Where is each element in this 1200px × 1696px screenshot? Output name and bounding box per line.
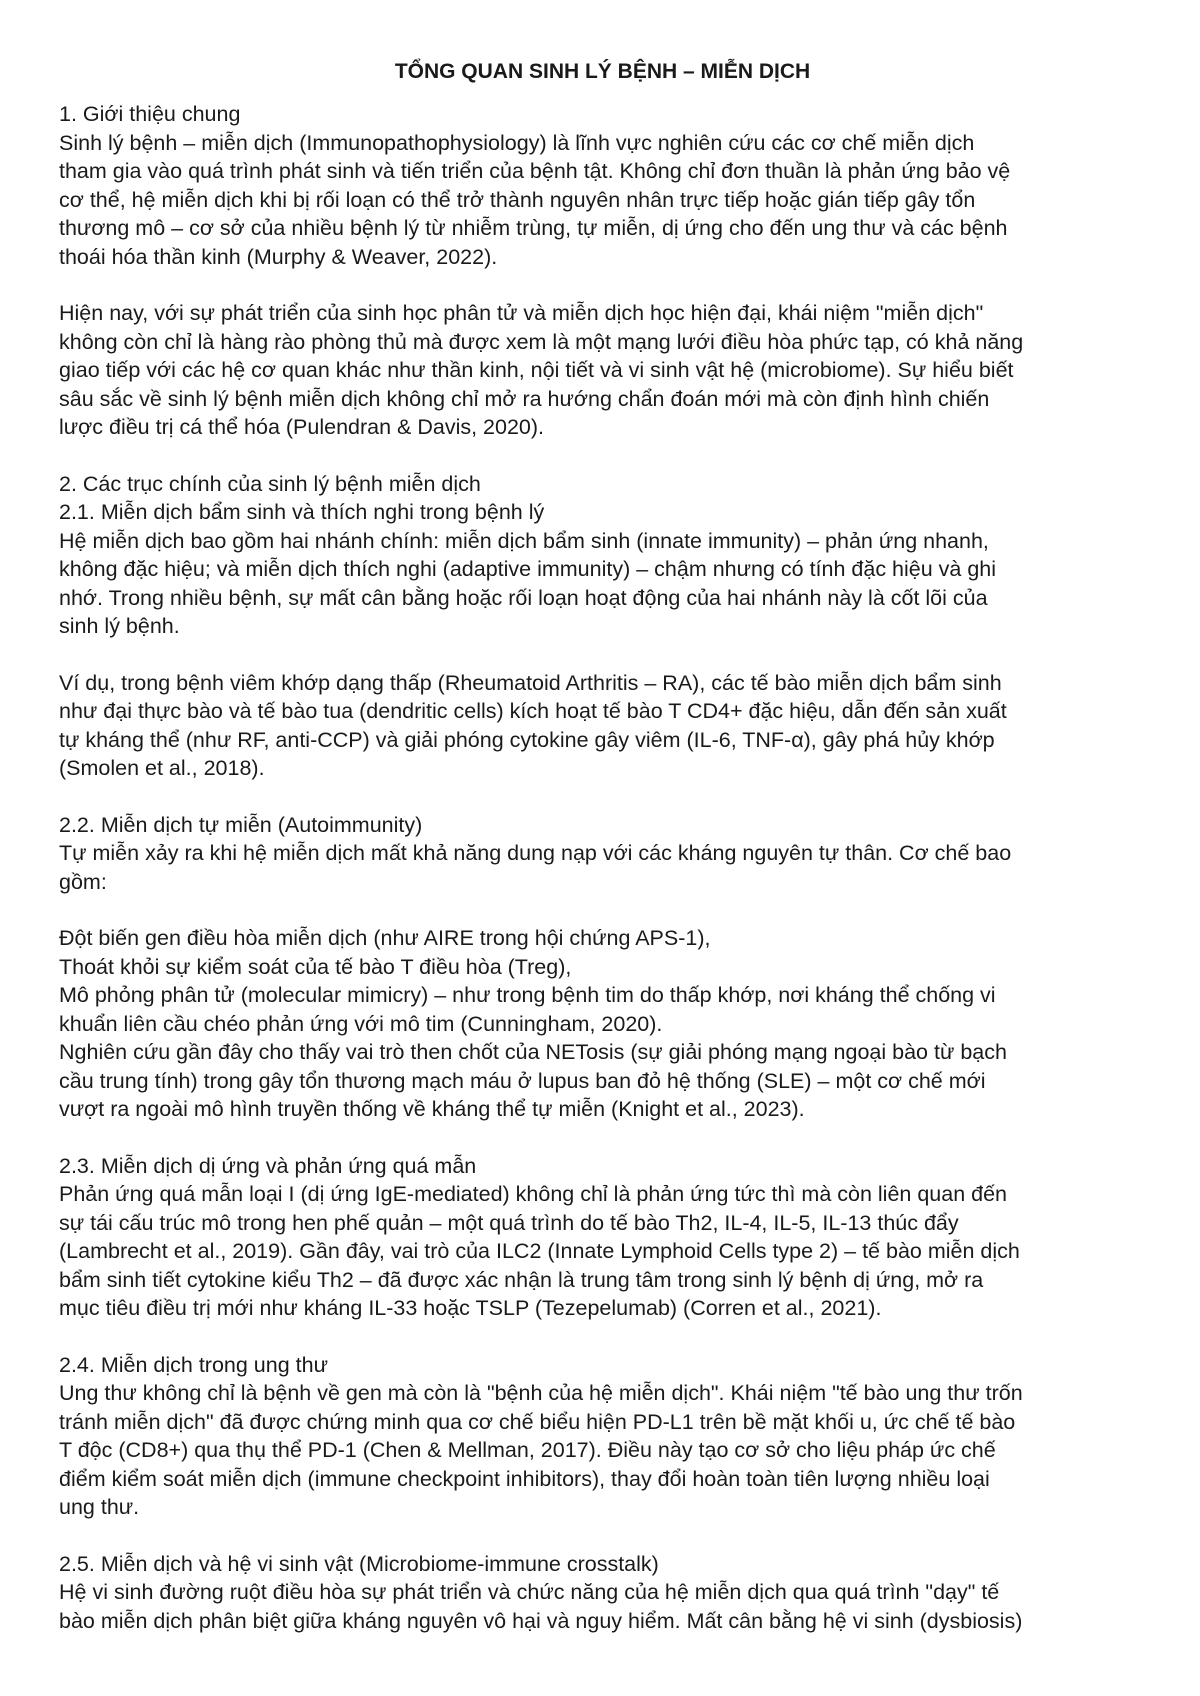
text-line: mục tiêu điều trị mới như kháng IL-33 hoặc TSLP (Tezepelumab) (Corren et al., 2021). bbox=[59, 1296, 882, 1320]
text-line: ung thư. bbox=[59, 1495, 140, 1519]
paragraph-block bbox=[59, 669, 1152, 783]
paragraph-block bbox=[59, 1550, 1152, 1636]
text-line: nhớ. Trong nhiều bệnh, sự mất cân bằng hoặc rối loạn hoạt động của hai nhánh này là cốt lõi của bbox=[59, 585, 988, 610]
text-line: sinh lý bệnh. bbox=[59, 614, 180, 638]
text-line: sự tái cấu trúc mô trong hen phế quản – một quá trình do tế bào Th2, IL-4, IL-5, IL-13 thúc đẩy bbox=[59, 1210, 959, 1235]
text-line: Ví dụ, trong bệnh viêm khớp dạng thấp (Rheumatoid Arthritis – RA), các tế bào miễn dịch bẩm sinh bbox=[59, 670, 1002, 695]
text-line: T độc (CD8+) qua thụ thể PD-1 (Chen & Mellman, 2017). Điều này tạo cơ sở cho liệu pháp ức chế bbox=[59, 1438, 996, 1462]
paragraph-block bbox=[59, 1152, 1152, 1323]
text-line: điểm kiểm soát miễn dịch (immune checkpoint inhibitors), thay đổi hoàn toàn tiên lượng nhiều loại bbox=[59, 1466, 990, 1491]
paragraph-block bbox=[59, 100, 1152, 271]
text-line: Hệ vi sinh đường ruột điều hòa sự phát triển và chức năng của hệ miễn dịch qua quá trình "dạy" tế bbox=[59, 1580, 1000, 1604]
text-line: Hiện nay, với sự phát triển của sinh học phân tử và miễn dịch học hiện đại, khái niệm "miễn dịch" bbox=[59, 301, 984, 325]
text-line: (Smolen et al., 2018). bbox=[59, 756, 265, 780]
text-line: 2.3. Miễn dịch dị ứng và phản ứng quá mẫn bbox=[59, 1153, 477, 1178]
text-line: Đột biến gen điều hòa miễn dịch (như AIRE trong hội chứng APS-1), bbox=[59, 926, 711, 950]
text-line: bào miễn dịch phân biệt giữa kháng nguyên vô hại và nguy hiểm. Mất cân bằng hệ vi sinh (dysbiosis) bbox=[59, 1608, 1023, 1633]
text-line: gồm: bbox=[59, 869, 107, 894]
text-line: bẩm sinh tiết cytokine kiểu Th2 – đã được xác nhận là trung tâm trong sinh lý bệnh dị ứng, mở ra bbox=[59, 1267, 984, 1292]
text-line: 2.4. Miễn dịch trong ung thư bbox=[59, 1352, 328, 1377]
paragraph-block bbox=[59, 1351, 1152, 1522]
text-line: 2.2. Miễn dịch tự miễn (Autoimmunity) bbox=[59, 812, 423, 837]
text-line: Nghiên cứu gần đây cho thấy vai trò then chốt của NETosis (sự giải phóng mạng ngoại bào từ bạch bbox=[59, 1040, 1007, 1064]
text-line: tham gia vào quá trình phát sinh và tiến triển của bệnh tật. Không chỉ đơn thuần là phản ứng bảo vệ bbox=[59, 159, 1011, 183]
text-line: 2. Các trục chính của sinh lý bệnh miễn dịch bbox=[59, 471, 481, 496]
text-line: Phản ứng quá mẫn loại I (dị ứng IgE-mediated) không chỉ là phản ứng tức thì mà còn liên quan đến bbox=[59, 1182, 1008, 1206]
text-line: thoái hóa thần kinh (Murphy & Weaver, 2022). bbox=[59, 244, 498, 269]
text-line: vượt ra ngoài mô hình truyền thống về kháng thể tự miễn (Knight et al., 2023). bbox=[59, 1097, 805, 1121]
text-line: Tự miễn xảy ra khi hệ miễn dịch mất khả năng dung nạp với các kháng nguyên tự thân. Cơ chế bao bbox=[59, 841, 1012, 865]
text-line: giao tiếp với các hệ cơ quan khác như thần kinh, nội tiết và vi sinh vật hệ (microbiome). Sự hiểu biết bbox=[59, 358, 1014, 382]
text-line: Mô phỏng phân tử (molecular mimicry) – như trong bệnh tim do thấp khớp, nơi kháng thể chống vi bbox=[59, 983, 996, 1007]
document-title: TỔNG QUAN SINH LÝ BỆNH – MIỄN DỊCH bbox=[394, 60, 811, 83]
text-line: lược điều trị cá thể hóa (Pulendran & Davis, 2020). bbox=[59, 415, 545, 439]
text-line: cơ thể, hệ miễn dịch khi bị rối loạn có thể trở thành nguyên nhân trực tiếp hoặc gián tiếp gây tổn bbox=[59, 187, 976, 212]
text-line: 2.1. Miễn dịch bẩm sinh và thích nghi trong bệnh lý bbox=[59, 500, 545, 524]
text-line: không đặc hiệu; và miễn dịch thích nghi (adaptive immunity) – chậm nhưng có tính đặc hiệu và ghi bbox=[59, 557, 997, 581]
text-line: Thoát khỏi sự kiểm soát của tế bào T điều hòa (Treg), bbox=[59, 954, 572, 979]
paragraph-block bbox=[59, 811, 1152, 897]
text-line: Ung thư không chỉ là bệnh về gen mà còn là "bệnh của hệ miễn dịch". Khái niệm "tế bào ung thư trốn bbox=[59, 1381, 1023, 1405]
paragraph-block bbox=[59, 299, 1152, 442]
text-line: thương mô – cơ sở của nhiều bệnh lý từ nhiễm trùng, tự miễn, dị ứng cho đến ung thư và các bệnh bbox=[59, 216, 1008, 240]
text-line: 2.5. Miễn dịch và hệ vi sinh vật (Microbiome-immune crosstalk) bbox=[59, 1551, 659, 1576]
text-line: tránh miễn dịch" đã được chứng minh qua cơ chế biểu hiện PD-L1 trên bề mặt khối u, ức chế tế bào bbox=[59, 1409, 1016, 1434]
text-line: Hệ miễn dịch bao gồm hai nhánh chính: miễn dịch bẩm sinh (innate immunity) – phản ứng nhanh, bbox=[59, 528, 989, 553]
text-line: tự kháng thể (như RF, anti-CCP) và giải phóng cytokine gây viêm (IL-6, TNF-α), gây phá hủy khớp bbox=[59, 727, 995, 752]
text-line: như đại thực bào và tế bào tua (dendritic cells) kích hoạt tế bào T CD4+ đặc hiệu, dẫn đến sản xuất bbox=[59, 699, 1007, 723]
paragraph-block bbox=[59, 924, 1152, 1124]
text-line: cầu trung tính) trong gây tổn thương mạch máu ở lupus ban đỏ hệ thống (SLE) – một cơ chế mới bbox=[59, 1068, 986, 1093]
text-line: (Lambrecht et al., 2019). Gần đây, vai trò của ILC2 (Innate Lymphoid Cells type 2) – tế bào miễn dịch bbox=[59, 1239, 1020, 1263]
document-body bbox=[59, 100, 1152, 1635]
text-line: sâu sắc về sinh lý bệnh miễn dịch không chỉ mở ra hướng chẩn đoán mới mà còn định hình chiến bbox=[59, 386, 990, 411]
text-line: khuẩn liên cầu chéo phản ứng với mô tim (Cunningham, 2020). bbox=[59, 1011, 663, 1036]
paragraph-block bbox=[59, 470, 1152, 641]
text-line: Sinh lý bệnh – miễn dịch (Immunopathophysiology) là lĩnh vực nghiên cứu các cơ chế miễn dịch bbox=[59, 130, 975, 155]
text-line: 1. Giới thiệu chung bbox=[59, 102, 241, 126]
text-line: không còn chỉ là hàng rào phòng thủ mà được xem là một mạng lưới điều hòa phức tạp, có khả năng bbox=[59, 329, 1024, 354]
